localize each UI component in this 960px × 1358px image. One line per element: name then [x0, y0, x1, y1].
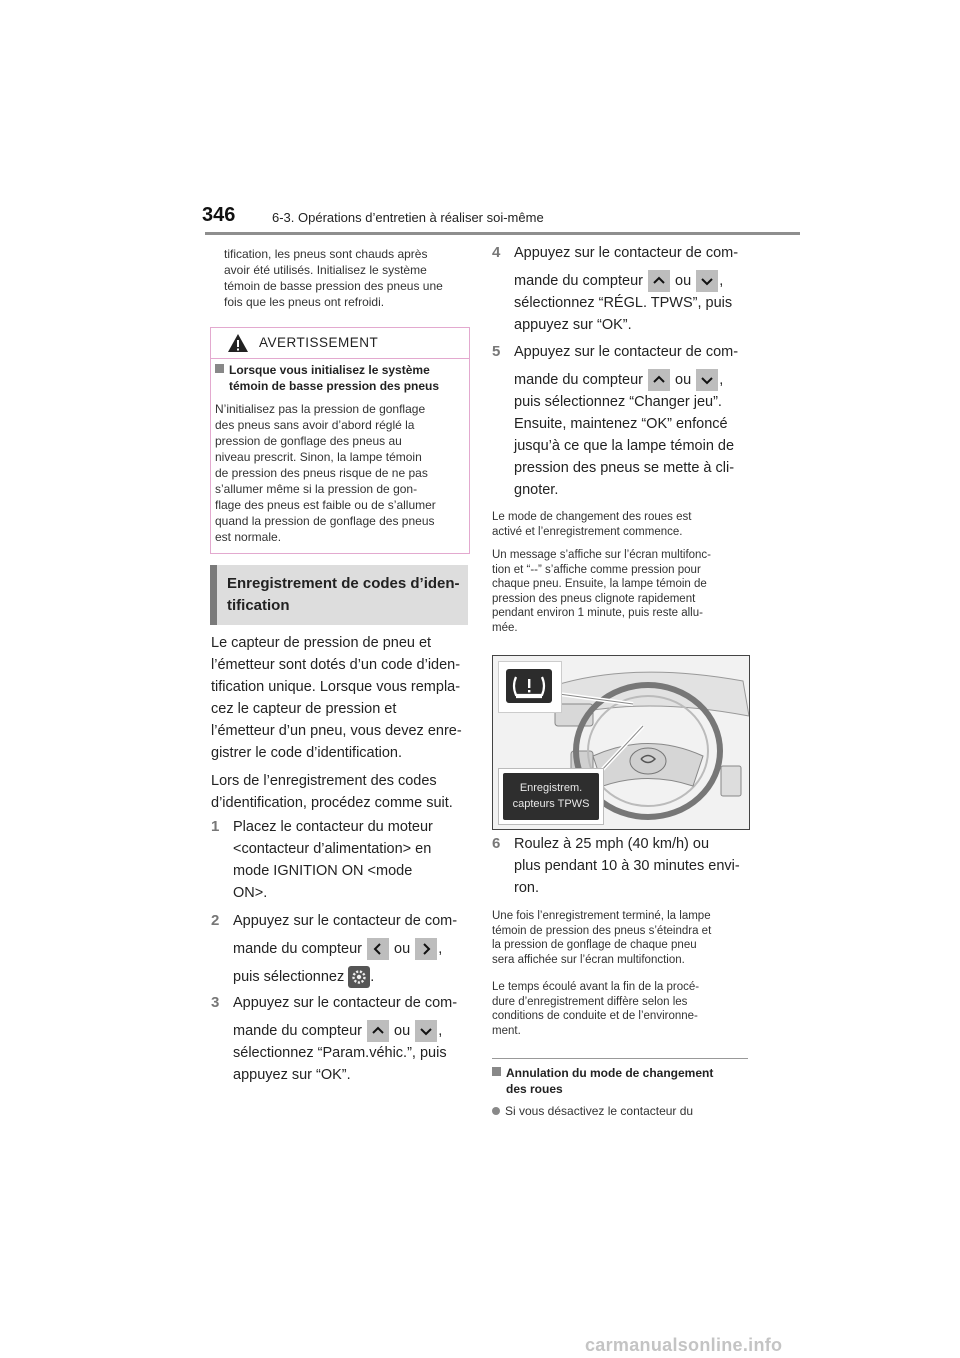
chevron-up-icon — [652, 373, 666, 387]
meter-button-right — [415, 938, 437, 960]
multi-display-callout — [498, 768, 604, 825]
subheading-cancel-mode: Annulation du mode de changement des roues — [492, 1065, 754, 1097]
tire-pressure-lamp-callout — [498, 661, 562, 713]
meter-button-down — [415, 1020, 437, 1042]
settings-gear-icon — [348, 966, 370, 988]
paragraph-procedure: Lors de l’enregistrement des codes d’identification, procédez comme suit. — [211, 773, 453, 811]
watermark: carmanualsonline.info — [585, 1335, 783, 1355]
step-4: 4 Appuyez sur le contacteur de com- mande du compteur ou , sélectionnez “RÉGL. TPWS”, puis appuyez sur “OK”. — [492, 244, 739, 334]
tire-pressure-warning-icon — [506, 669, 552, 703]
step-3: 3 Appuyez sur le contacteur de com- mande du compteur ou , sélectionnez “Param.véhic.”, puis appuyez sur “OK”. — [211, 994, 458, 1084]
meter-button-up — [367, 1020, 389, 1042]
step-6: 6 Roulez à 25 mph (40 km/h) ou plus pendant 10 à 30 minutes envi- ron. — [492, 835, 740, 896]
bullet-dot-icon — [492, 1107, 500, 1115]
section-heading: Enregistrement de codes d’iden- tification — [210, 565, 468, 625]
step-2: 2 Appuyez sur le contacteur de com- mande du compteur ou , puis sélectionnez . — [211, 910, 473, 988]
note-mode-activated: Le mode de changement des roues est activé et l’enregistrement commence. — [492, 511, 692, 538]
warning-icon — [227, 333, 249, 353]
step-5: 5 Appuyez sur le contacteur de com- mande du compteur ou , puis sélectionnez “Changer jeu”. Ensuite, maintenez “OK” enfoncé jusqu’à ce que la lampe témoin de pression des pneus se mette à cli- gnoter. — [492, 343, 739, 499]
square-bullet-icon — [492, 1067, 501, 1076]
note-time-elapsed: Le temps écoulé avant la fin de la procé- dure d’enregistrement diffère selon les conditions de conduite et de l’environne- ment. — [492, 981, 700, 1037]
meter-button-down — [696, 270, 718, 292]
square-bullet-icon — [215, 364, 224, 373]
meter-button-up — [648, 270, 670, 292]
note-registration-complete: Une fois l’enregistrement terminé, la lampe témoin de pression des pneus s’éteindra et la pression de gonflage de chaque pneu sera affichée sur l’écran multifonction. — [492, 910, 712, 966]
warning-title: AVERTISSEMENT — [259, 335, 379, 350]
intro-text: tification, les pneus sont chauds après avoir été utilisés. Initialisez le système témoin de basse pression des pneus une fois que les pneus ont refroidi. — [224, 247, 443, 309]
chevron-down-icon — [700, 274, 714, 288]
header-rule — [205, 232, 800, 235]
chevron-up-icon — [652, 274, 666, 288]
section-title: 6-3. Opérations d’entretien à réaliser soi-même — [272, 210, 544, 225]
divider — [492, 1058, 748, 1059]
multi-display: Enregistrem. capteurs TPWS — [503, 773, 599, 820]
bullet-item: Si vous désactivez le contacteur du — [492, 1103, 754, 1119]
paragraph-intro: Le capteur de pression de pneu et l’émetteur sont dotés d’un code d’iden- tification unique. Lorsque vous rempla- cez le capteur de pression et l’émetteur d’un pneu, vous devez enre- gistrer le code d’identification. — [211, 635, 462, 761]
chevron-left-icon — [371, 942, 385, 956]
meter-button-up — [648, 369, 670, 391]
warning-body: N’initialisez pas la pression de gonflage des pneus sans avoir d’abord réglé la pression de gonflage des pneus au niveau prescrit. Sinon, la lampe témoin de pression des pneus risque de ne pas s’allumer même si la pression de gon- flage des pneus est faible ou de s’allumer quand la pression de gonflage des pneus est normale. — [215, 402, 436, 544]
chevron-up-icon — [371, 1024, 385, 1038]
chevron-down-icon — [419, 1024, 433, 1038]
warning-subtitle: Lorsque vous initialisez le système témoin de basse pression des pneus — [215, 362, 465, 394]
chevron-right-icon — [419, 942, 433, 956]
step-1: 1 Placez le contacteur du moteur <contacteur d’alimentation> en mode IGNITION ON <mode ON>. — [211, 818, 433, 901]
chevron-down-icon — [700, 373, 714, 387]
warning-box — [210, 327, 470, 554]
meter-button-down — [696, 369, 718, 391]
note-message: Un message s’affiche sur l’écran multifonc- tion et “--” s’affiche comme pression pour chaque pneu. Ensuite, la lampe témoin de pression des pneus clignote rapidement pendant environ 1 minute, puis reste allu- mée. — [492, 549, 712, 634]
warning-header — [211, 328, 469, 359]
page-number: 346 — [202, 204, 236, 226]
meter-button-left — [367, 938, 389, 960]
